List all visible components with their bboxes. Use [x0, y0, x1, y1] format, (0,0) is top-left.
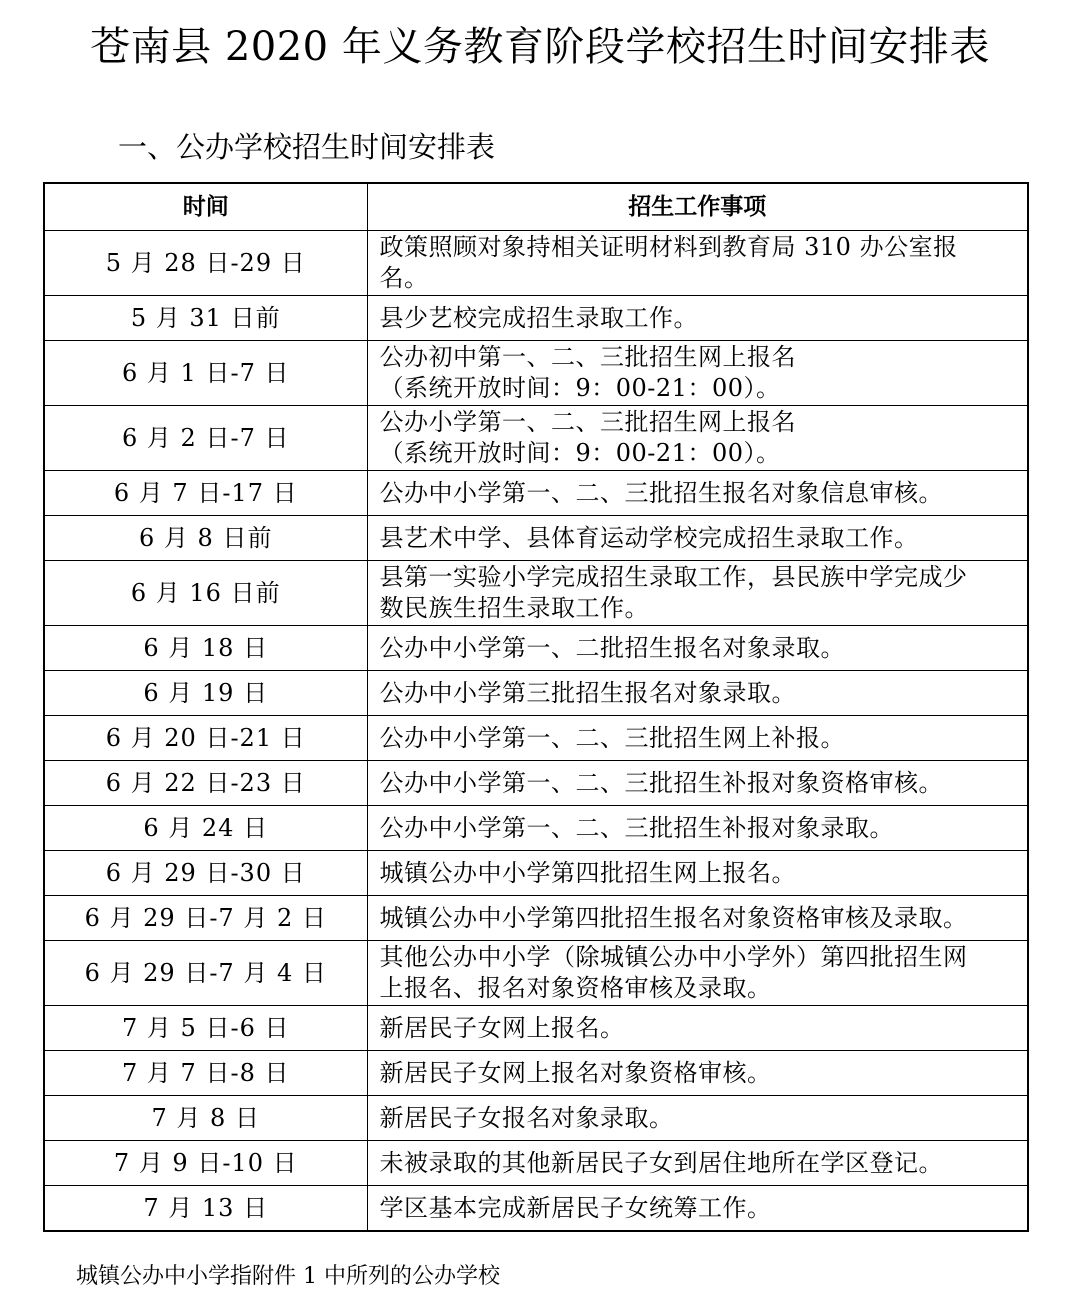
- time-cell: 7 月 7 日-8 日: [44, 1051, 367, 1096]
- item-cell: [367, 1141, 1028, 1186]
- item-text-line: 公办中小学第一、二批招生报名对象录取。: [379, 634, 845, 662]
- item-text-line: 公办中小学第一、二、三批招生网上补报。: [379, 724, 845, 752]
- time-cell: 6 月 22 日-23 日: [44, 761, 367, 806]
- table-row: [44, 851, 1028, 896]
- time-cell: 7 月 13 日: [44, 1186, 367, 1232]
- item-text-line: 公办初中第一、二、三批招生网上报名: [379, 343, 796, 371]
- table-row: [44, 1051, 1028, 1096]
- item-text-line: （系统开放时间：9：00-21：00）。: [379, 439, 781, 467]
- table-body: [44, 231, 1028, 1232]
- item-cell: [367, 1006, 1028, 1051]
- table-row: [44, 296, 1028, 341]
- time-cell: 6 月 7 日-17 日: [44, 471, 367, 516]
- table-row: [44, 561, 1028, 626]
- item-cell: [367, 941, 1028, 1006]
- item-text-line: 名。: [379, 264, 429, 292]
- schedule-table: [43, 182, 1029, 1232]
- section-heading: 一、公办学校招生时间安排表: [118, 130, 496, 164]
- item-cell: [367, 1186, 1028, 1232]
- time-cell: 6 月 29 日-30 日: [44, 851, 367, 896]
- item-cell: [367, 406, 1028, 471]
- item-cell: [367, 561, 1028, 626]
- item-text-line: 新居民子女网上报名。: [379, 1014, 625, 1042]
- item-cell: [367, 806, 1028, 851]
- item-cell: [367, 341, 1028, 406]
- item-text-line: （系统开放时间：9：00-21：00）。: [379, 374, 781, 402]
- document-title: 苍南县 2020 年义务教育阶段学校招生时间安排表: [90, 24, 990, 70]
- table-row: [44, 471, 1028, 516]
- time-cell: 6 月 29 日-7 月 2 日: [44, 896, 367, 941]
- time-cell: 6 月 8 日前: [44, 516, 367, 561]
- item-text-line: 上报名、报名对象资格审核及录取。: [379, 974, 772, 1002]
- time-cell: 6 月 2 日-7 日: [44, 406, 367, 471]
- item-text-line: 公办中小学第一、二、三批招生补报对象录取。: [379, 814, 894, 842]
- time-cell: 6 月 24 日: [44, 806, 367, 851]
- table-row: [44, 716, 1028, 761]
- table-row: [44, 516, 1028, 561]
- table-row: [44, 806, 1028, 851]
- item-cell: [367, 716, 1028, 761]
- item-text-line: 学区基本完成新居民子女统筹工作。: [379, 1194, 772, 1222]
- item-text-line: 县艺术中学、县体育运动学校完成招生录取工作。: [379, 524, 919, 552]
- item-cell: [367, 761, 1028, 806]
- item-cell: [367, 1096, 1028, 1141]
- item-cell: [367, 516, 1028, 561]
- time-cell: 5 月 28 日-29 日: [44, 231, 367, 296]
- column-header-time: 时间: [44, 183, 367, 231]
- item-text-line: 数民族生招生录取工作。: [379, 594, 649, 622]
- item-cell: [367, 896, 1028, 941]
- time-cell: 6 月 1 日-7 日: [44, 341, 367, 406]
- time-cell: 6 月 20 日-21 日: [44, 716, 367, 761]
- table-row: [44, 761, 1028, 806]
- table-row: [44, 1186, 1028, 1232]
- item-text-line: 县少艺校完成招生录取工作。: [379, 304, 698, 332]
- item-text-line: 公办中小学第三批招生报名对象录取。: [379, 679, 796, 707]
- item-cell: [367, 1051, 1028, 1096]
- table-row: [44, 1006, 1028, 1051]
- item-cell: [367, 231, 1028, 296]
- item-text-line: 其他公办中小学（除城镇公办中小学外）第四批招生网: [379, 943, 968, 971]
- item-cell: [367, 626, 1028, 671]
- item-text-line: 政策照顾对象持相关证明材料到教育局 310 办公室报: [379, 233, 958, 261]
- table-row: [44, 231, 1028, 296]
- time-cell: 6 月 18 日: [44, 626, 367, 671]
- item-text-line: 公办中小学第一、二、三批招生报名对象信息审核。: [379, 479, 943, 507]
- table-row: [44, 626, 1028, 671]
- time-cell: 7 月 9 日-10 日: [44, 1141, 367, 1186]
- table-row: [44, 896, 1028, 941]
- item-text-line: 县第一实验小学完成招生录取工作，县民族中学完成少: [379, 563, 968, 591]
- item-cell: [367, 671, 1028, 716]
- time-cell: 7 月 8 日: [44, 1096, 367, 1141]
- item-cell: [367, 296, 1028, 341]
- footnote: 城镇公办中小学指附件 1 中所列的公办学校: [76, 1264, 500, 1289]
- item-cell: [367, 471, 1028, 516]
- time-cell: 6 月 16 日前: [44, 561, 367, 626]
- column-header-item: 招生工作事项: [367, 183, 1028, 231]
- table-row: [44, 341, 1028, 406]
- item-text-line: 公办小学第一、二、三批招生网上报名: [379, 408, 796, 436]
- table-row: [44, 406, 1028, 471]
- item-text-line: 新居民子女报名对象录取。: [379, 1104, 674, 1132]
- time-cell: 6 月 19 日: [44, 671, 367, 716]
- item-text-line: 城镇公办中小学第四批招生网上报名。: [379, 859, 796, 887]
- item-text-line: 未被录取的其他新居民子女到居住地所在学区登记。: [379, 1149, 943, 1177]
- table-row: [44, 941, 1028, 1006]
- table-row: [44, 671, 1028, 716]
- table-row: [44, 1141, 1028, 1186]
- item-cell: [367, 851, 1028, 896]
- time-cell: 6 月 29 日-7 月 4 日: [44, 941, 367, 1006]
- time-cell: 5 月 31 日前: [44, 296, 367, 341]
- item-text-line: 城镇公办中小学第四批招生报名对象资格审核及录取。: [379, 904, 968, 932]
- table-header-row: [44, 183, 1028, 231]
- item-text-line: 公办中小学第一、二、三批招生补报对象资格审核。: [379, 769, 943, 797]
- item-text-line: 新居民子女网上报名对象资格审核。: [379, 1059, 772, 1087]
- time-cell: 7 月 5 日-6 日: [44, 1006, 367, 1051]
- table-row: [44, 1096, 1028, 1141]
